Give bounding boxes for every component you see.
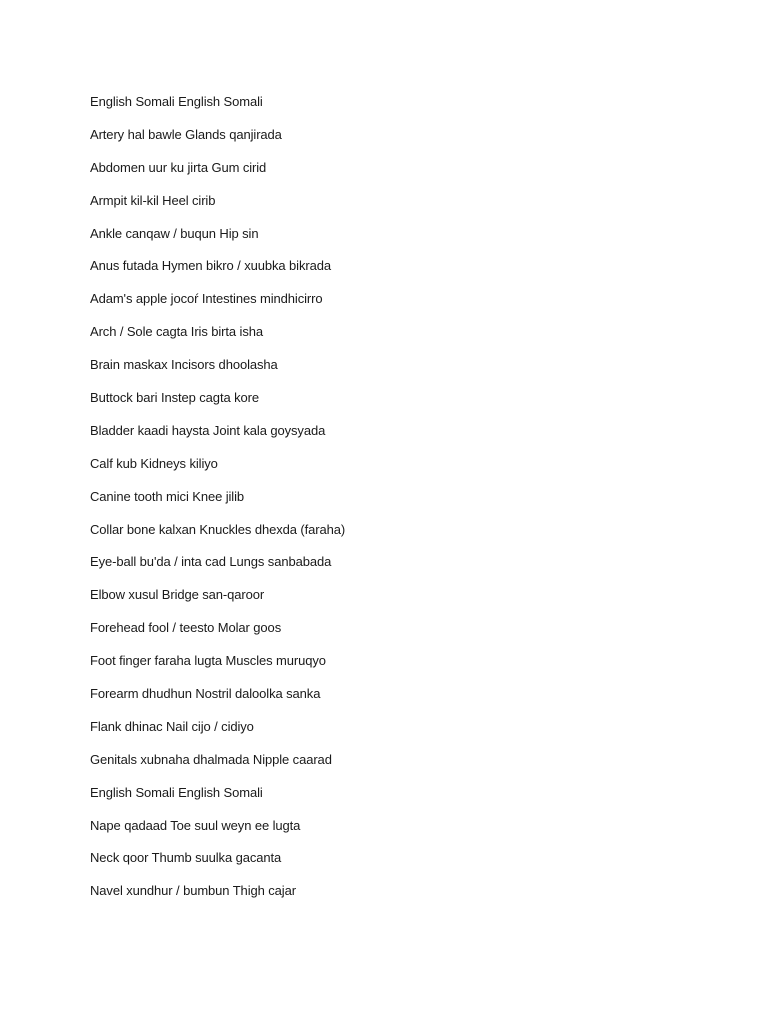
list-item: English Somali English Somali [90,94,263,109]
list-item: Anus futada Hymen bikro / xuubka bikrada [90,258,331,274]
list-item: Navel xundhur / bumbun Thigh cajar [90,883,296,899]
list-item: Neck qoor Thumb suulka gacanta [90,850,282,866]
list-item: Flank dhinac Nail cijo / cidiyo [90,718,254,734]
list-item: Brain maskax Incisors dhoolasha [90,357,278,373]
list-item: Buttock bari Instep cagta kore [90,390,259,406]
list-item: Abdomen uur ku jirta Gum cirid [90,159,267,175]
list-item: Foot finger faraha lugta Muscles muruqyo [90,653,326,669]
list-item: Forearm dhudhun Nostril daloolka sanka [90,686,321,702]
list-item: Bladder kaadi haysta Joint kala goysyada [90,422,326,438]
vocabulary-list [90,92,690,914]
list-item: Elbow xusul Bridge san-qaroor [90,587,265,603]
list-item: Armpit kil-kil Heel cirib [90,192,216,208]
list-item: Nape qadaad Toe suul weyn ee lugta [90,817,301,833]
list-item: Genitals xubnaha dhalmada Nipple caarad [90,751,332,767]
list-item: English Somali English Somali [90,784,263,800]
list-item: Arch / Sole cagta Iris birta isha [90,324,264,340]
list-item: Forehead fool / teesto Molar goos [90,620,282,636]
list-item: Canine tooth mici Knee jilib [90,488,245,504]
list-item: Adam's apple jocoŕ Intestines mindhicirro [90,291,323,307]
list-item: Artery hal bawle Glands qanjirada [90,126,282,142]
list-item: Calf kub Kidneys kiliyo [90,455,218,471]
list-item: Ankle canqaw / buqun Hip sin [90,225,259,241]
list-item: Eye-ball bu'da / inta cad Lungs sanbabada [90,554,332,570]
list-item: Collar bone kalxan Knuckles dhexda (faraha) [90,521,346,537]
